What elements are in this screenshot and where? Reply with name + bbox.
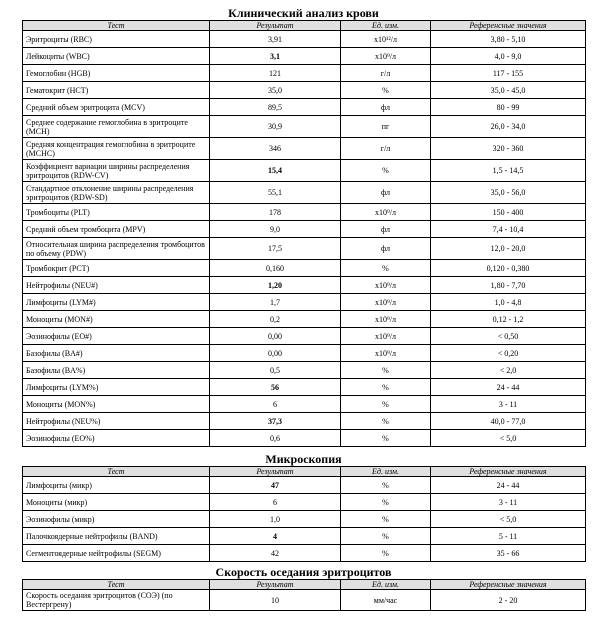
test-name-cell: Лимфоциты (LYM#) — [23, 294, 210, 311]
header-test: Тест — [23, 21, 210, 31]
unit-cell: x10⁹/л — [341, 311, 431, 328]
cbc-header-row — [23, 21, 586, 31]
table-row — [23, 221, 586, 238]
result-cell: 30,9 — [210, 116, 341, 138]
result-cell: 47 — [210, 477, 341, 494]
table-row — [23, 511, 586, 528]
reference-cell: < 5,0 — [431, 430, 586, 447]
table-row — [23, 362, 586, 379]
result-cell: 0,6 — [210, 430, 341, 447]
unit-cell: % — [341, 82, 431, 99]
result-cell: 178 — [210, 204, 341, 221]
table-row — [23, 138, 586, 160]
result-cell: 6 — [210, 494, 341, 511]
reference-cell: 35 - 66 — [431, 545, 586, 562]
table-row — [23, 82, 586, 99]
result-cell: 0,160 — [210, 260, 341, 277]
table-row — [23, 345, 586, 362]
test-name-cell: Средняя концентрация гемоглобина в эритроците (MCHC) — [23, 138, 210, 160]
unit-cell: фл — [341, 238, 431, 260]
reference-cell: 1,5 - 14,5 — [431, 160, 586, 182]
result-cell: 0,2 — [210, 311, 341, 328]
unit-cell: % — [341, 545, 431, 562]
reference-cell: < 2,0 — [431, 362, 586, 379]
unit-cell: x10¹²/л — [341, 31, 431, 48]
result-cell: 3,1 — [210, 48, 341, 65]
reference-cell: 24 - 44 — [431, 477, 586, 494]
unit-cell: фл — [341, 221, 431, 238]
reference-cell: 24 - 44 — [431, 379, 586, 396]
test-name-cell: Моноциты (микр) — [23, 494, 210, 511]
header-test: Тест — [23, 580, 210, 590]
header-ref: Референсные значения — [431, 21, 586, 31]
reference-cell: 35,0 - 56,0 — [431, 182, 586, 204]
table-row — [23, 182, 586, 204]
result-cell: 346 — [210, 138, 341, 160]
reference-cell: 150 - 400 — [431, 204, 586, 221]
result-cell: 17,5 — [210, 238, 341, 260]
test-name-cell: Базофилы (BA%) — [23, 362, 210, 379]
table-row — [23, 31, 586, 48]
esr-table — [22, 579, 586, 611]
reference-cell: 2 - 20 — [431, 590, 586, 611]
test-name-cell: Эозинофилы (EO%) — [23, 430, 210, 447]
result-cell: 9,0 — [210, 221, 341, 238]
unit-cell: x10⁹/л — [341, 345, 431, 362]
reference-cell: 7,4 - 10,4 — [431, 221, 586, 238]
result-cell: 35,0 — [210, 82, 341, 99]
test-name-cell: Коэффициент вариации ширины распределения эритроцитов (RDW-CV) — [23, 160, 210, 182]
reference-cell: 40,0 - 77,0 — [431, 413, 586, 430]
result-cell: 37,3 — [210, 413, 341, 430]
unit-cell: фл — [341, 182, 431, 204]
reference-cell: 3,80 - 5,10 — [431, 31, 586, 48]
reference-cell: < 0,50 — [431, 328, 586, 345]
result-cell: 55,1 — [210, 182, 341, 204]
table-row — [23, 277, 586, 294]
reference-cell: < 5,0 — [431, 511, 586, 528]
test-name-cell: Гематокрит (HCT) — [23, 82, 210, 99]
header-test: Тест — [23, 467, 210, 477]
header-ref: Референсные значения — [431, 467, 586, 477]
unit-cell: % — [341, 160, 431, 182]
header-ref: Референсные значения — [431, 580, 586, 590]
table-row — [23, 65, 586, 82]
header-result: Результат — [210, 21, 341, 31]
result-cell: 3,91 — [210, 31, 341, 48]
header-unit: Ед. изм. — [341, 467, 431, 477]
result-cell: 6 — [210, 396, 341, 413]
table-row — [23, 311, 586, 328]
result-cell: 56 — [210, 379, 341, 396]
reference-cell: 26,0 - 34,0 — [431, 116, 586, 138]
microscopy-header-row — [23, 467, 586, 477]
reference-cell: 12,0 - 20,0 — [431, 238, 586, 260]
table-row — [23, 528, 586, 545]
unit-cell: x10⁹/л — [341, 204, 431, 221]
test-name-cell: Палочкоядерные нейтрофилы (BAND) — [23, 528, 210, 545]
unit-cell: % — [341, 379, 431, 396]
table-row — [23, 294, 586, 311]
test-name-cell: Скорость оседания эритроцитов (СОЭ) (по Вестергрену) — [23, 590, 210, 611]
lab-report — [22, 6, 585, 611]
test-name-cell: Гемоглобин (HGB) — [23, 65, 210, 82]
test-name-cell: Стандартное отклонение ширины распределения эритроцитов (RDW-SD) — [23, 182, 210, 204]
reference-cell: 3 - 11 — [431, 396, 586, 413]
header-unit: Ед. изм. — [341, 21, 431, 31]
unit-cell: г/л — [341, 65, 431, 82]
test-name-cell: Лейкоциты (WBC) — [23, 48, 210, 65]
result-cell: 42 — [210, 545, 341, 562]
unit-cell: % — [341, 396, 431, 413]
test-name-cell: Тромбокрит (PCT) — [23, 260, 210, 277]
table-row — [23, 545, 586, 562]
unit-cell: x10⁹/л — [341, 48, 431, 65]
reference-cell: 117 - 155 — [431, 65, 586, 82]
unit-cell: % — [341, 413, 431, 430]
header-unit: Ед. изм. — [341, 580, 431, 590]
unit-cell: x10⁹/л — [341, 328, 431, 345]
result-cell: 15,4 — [210, 160, 341, 182]
table-row — [23, 379, 586, 396]
reference-cell: 1,0 - 4,8 — [431, 294, 586, 311]
test-name-cell: Среднее содержание гемоглобина в эритроците (MCH) — [23, 116, 210, 138]
reference-cell: 5 - 11 — [431, 528, 586, 545]
test-name-cell: Тромбоциты (PLT) — [23, 204, 210, 221]
reference-cell: 4,0 - 9,0 — [431, 48, 586, 65]
reference-cell: 320 - 360 — [431, 138, 586, 160]
test-name-cell: Лимфоциты (LYM%) — [23, 379, 210, 396]
microscopy-table — [22, 466, 586, 562]
table-row — [23, 260, 586, 277]
result-cell: 0,00 — [210, 328, 341, 345]
test-name-cell: Относительная ширина распределения тромбоцитов по объему (PDW) — [23, 238, 210, 260]
result-cell: 89,5 — [210, 99, 341, 116]
test-name-cell: Средний объем эритроцита (MCV) — [23, 99, 210, 116]
header-result: Результат — [210, 467, 341, 477]
table-row — [23, 477, 586, 494]
result-cell: 10 — [210, 590, 341, 611]
esr-header-row — [23, 580, 586, 590]
reference-cell: 80 - 99 — [431, 99, 586, 116]
table-row — [23, 494, 586, 511]
unit-cell: мм/час — [341, 590, 431, 611]
test-name-cell: Нейтрофилы (NEU#) — [23, 277, 210, 294]
result-cell: 1,7 — [210, 294, 341, 311]
unit-cell: x10⁹/л — [341, 277, 431, 294]
unit-cell: % — [341, 260, 431, 277]
reference-cell: 3 - 11 — [431, 494, 586, 511]
test-name-cell: Сегментоядерные нейтрофилы (SEGM) — [23, 545, 210, 562]
microscopy-title: Микроскопия — [265, 452, 342, 466]
header-result: Результат — [210, 580, 341, 590]
unit-cell: x10⁹/л — [341, 294, 431, 311]
test-name-cell: Базофилы (BA#) — [23, 345, 210, 362]
reference-cell: 0,12 - 1,2 — [431, 311, 586, 328]
unit-cell: % — [341, 528, 431, 545]
cbc-title: Клинический анализ крови — [228, 6, 379, 20]
unit-cell: % — [341, 362, 431, 379]
unit-cell: фл — [341, 99, 431, 116]
cbc-table — [22, 20, 586, 447]
table-row — [23, 160, 586, 182]
table-row — [23, 204, 586, 221]
table-row — [23, 590, 586, 611]
table-row — [23, 48, 586, 65]
test-name-cell: Нейтрофилы (NEU%) — [23, 413, 210, 430]
table-row — [23, 328, 586, 345]
result-cell: 4 — [210, 528, 341, 545]
result-cell: 0,00 — [210, 345, 341, 362]
test-name-cell: Моноциты (MON#) — [23, 311, 210, 328]
unit-cell: г/л — [341, 138, 431, 160]
reference-cell: 35,0 - 45,0 — [431, 82, 586, 99]
test-name-cell: Эритроциты (RBC) — [23, 31, 210, 48]
reference-cell: 0,120 - 0,380 — [431, 260, 586, 277]
test-name-cell: Лимфоциты (микр) — [23, 477, 210, 494]
table-row — [23, 238, 586, 260]
test-name-cell: Средний объем тромбоцита (MPV) — [23, 221, 210, 238]
table-row — [23, 116, 586, 138]
unit-cell: пг — [341, 116, 431, 138]
unit-cell: % — [341, 511, 431, 528]
test-name-cell: Эозинофилы (EO#) — [23, 328, 210, 345]
result-cell: 1,20 — [210, 277, 341, 294]
esr-title: Скорость оседания эритроцитов — [215, 565, 392, 579]
unit-cell: % — [341, 477, 431, 494]
table-row — [23, 413, 586, 430]
table-row — [23, 430, 586, 447]
result-cell: 0,5 — [210, 362, 341, 379]
test-name-cell: Моноциты (MON%) — [23, 396, 210, 413]
unit-cell: % — [341, 430, 431, 447]
unit-cell: % — [341, 494, 431, 511]
reference-cell: < 0,20 — [431, 345, 586, 362]
table-row — [23, 99, 586, 116]
test-name-cell: Эозинофилы (микр) — [23, 511, 210, 528]
result-cell: 121 — [210, 65, 341, 82]
table-row — [23, 396, 586, 413]
result-cell: 1,0 — [210, 511, 341, 528]
reference-cell: 1,80 - 7,70 — [431, 277, 586, 294]
